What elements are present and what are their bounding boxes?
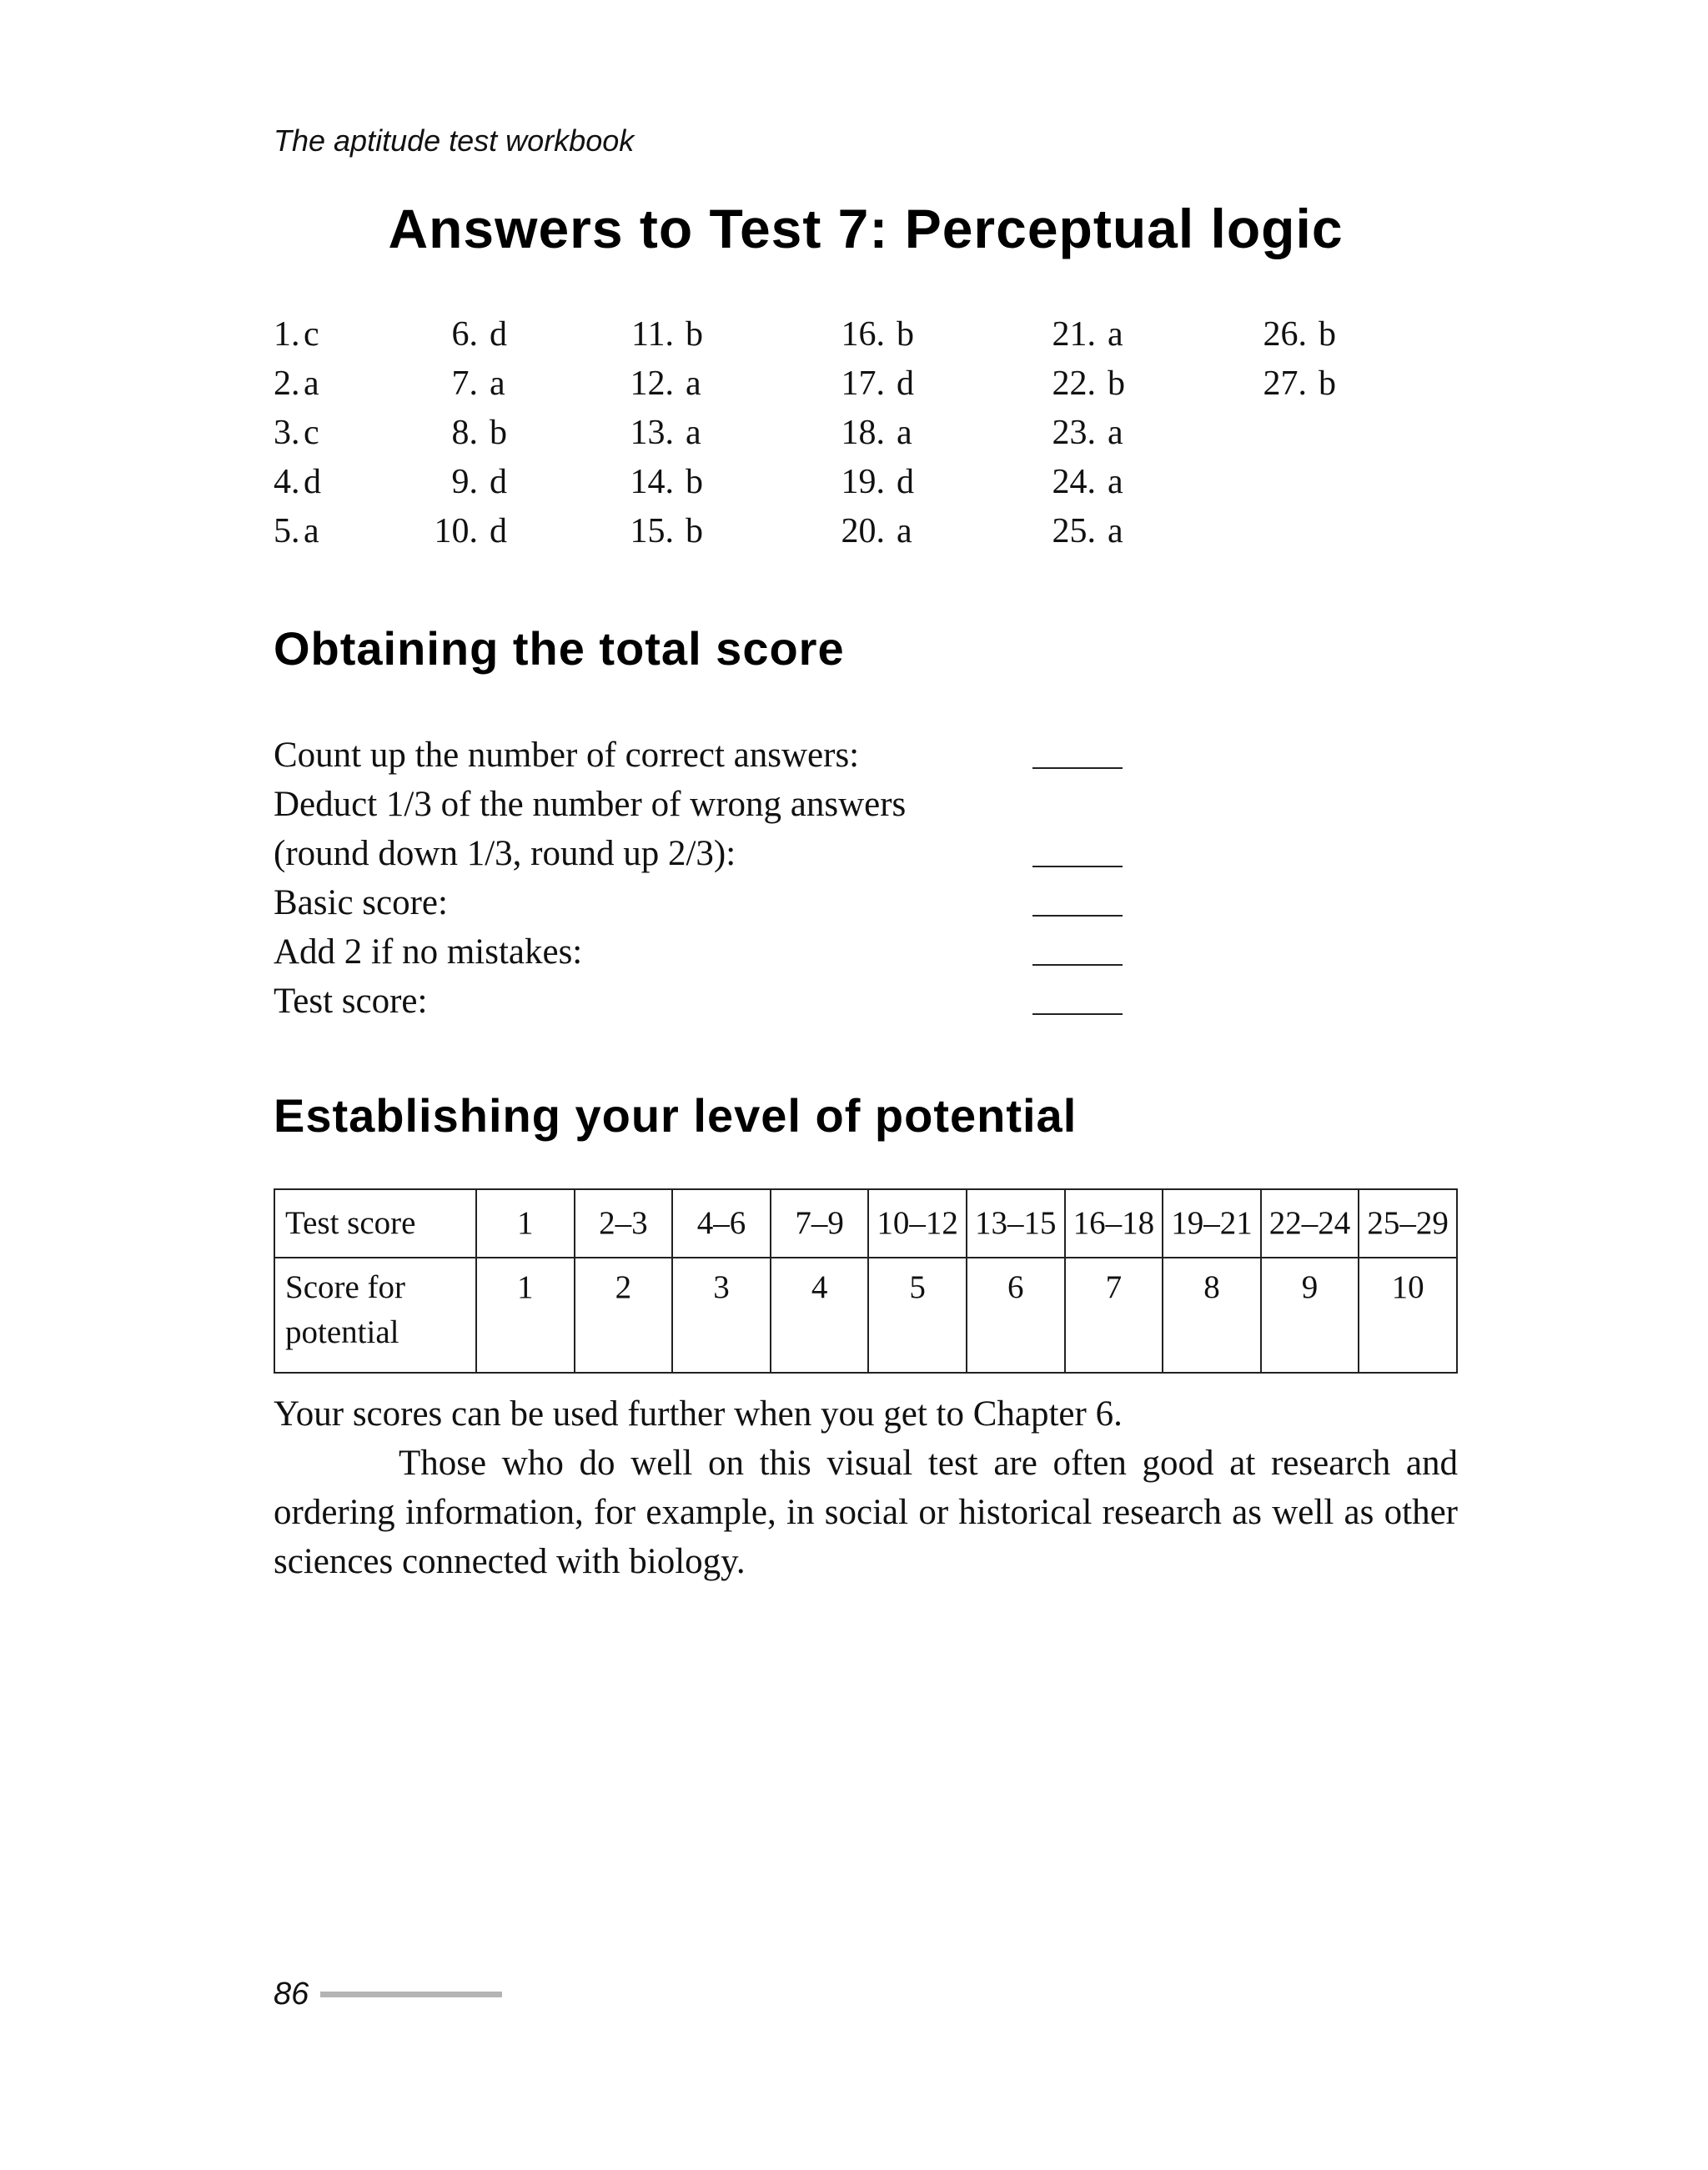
answer-blank[interactable] — [1032, 915, 1123, 917]
answer-letter: d — [897, 463, 914, 501]
answer-blank[interactable] — [1032, 767, 1123, 769]
answer-number: 3. — [274, 414, 300, 452]
answer-item — [274, 310, 321, 359]
answer-letter: d — [304, 463, 321, 501]
score-line — [274, 878, 1191, 927]
answer-letter: a — [897, 414, 912, 452]
score-line-label: Count up the number of correct answers: — [274, 736, 860, 775]
score-line — [274, 829, 1191, 878]
answer-number: 22. — [1052, 364, 1096, 403]
answer-letter: b — [686, 315, 703, 354]
page-title: Answers to Test 7: Perceptual logic — [388, 198, 1344, 259]
score-line — [274, 731, 1191, 780]
score-line-label: (round down 1/3, round up 2/3): — [274, 834, 736, 873]
answer-number: 10. — [434, 512, 478, 550]
answer-letter: a — [897, 512, 912, 550]
answer-item — [274, 409, 321, 458]
answer-blank[interactable] — [1032, 1013, 1123, 1015]
potential-score-cell: 7 — [1065, 1258, 1163, 1373]
answer-item — [615, 507, 703, 556]
answer-item — [826, 310, 914, 359]
answer-item — [615, 310, 703, 359]
answer-letter: a — [1108, 512, 1123, 550]
test-score-cell: 2–3 — [575, 1189, 673, 1258]
answer-column — [1037, 310, 1125, 556]
potential-score-cell: 3 — [672, 1258, 771, 1373]
answer-letter: c — [304, 315, 319, 354]
answer-number: 18. — [841, 414, 885, 452]
answer-letter: a — [490, 364, 505, 403]
answer-number: 23. — [1052, 414, 1096, 452]
answer-column — [1248, 310, 1336, 409]
table-row-test-score — [274, 1189, 1457, 1258]
answer-item — [274, 458, 321, 507]
test-score-cell: 13–15 — [967, 1189, 1065, 1258]
answer-number: 6. — [451, 315, 478, 354]
test-score-cell: 25–29 — [1359, 1189, 1457, 1258]
score-line — [274, 977, 1191, 1026]
answer-number: 26. — [1263, 315, 1307, 354]
answer-letter: d — [490, 512, 507, 550]
paragraph-chapter-note: Your scores can be used further when you get to Chapter 6. — [274, 1394, 1123, 1434]
answer-item — [1037, 409, 1125, 458]
test-score-cell: 22–24 — [1261, 1189, 1359, 1258]
answer-letter: a — [304, 512, 319, 550]
answer-item — [274, 507, 321, 556]
answer-number: 2. — [274, 364, 300, 403]
footer-rule — [320, 1992, 502, 1997]
answer-column — [615, 310, 703, 556]
score-line-label: Test score: — [274, 982, 428, 1021]
potential-score-cell: 4 — [771, 1258, 869, 1373]
answer-item — [419, 310, 507, 359]
answer-letter: a — [1108, 414, 1123, 452]
section-heading-potential: Establishing your level of potential — [274, 1089, 1078, 1142]
answer-item — [826, 359, 914, 409]
answer-item — [1248, 310, 1336, 359]
answer-column — [274, 310, 321, 556]
score-worksheet — [274, 731, 1191, 1026]
answer-item — [1037, 310, 1125, 359]
answer-item — [274, 359, 321, 409]
answer-number: 8. — [451, 414, 478, 452]
answer-key — [274, 310, 1458, 560]
row-label-test-score: Test score — [274, 1189, 476, 1258]
test-score-cell: 16–18 — [1065, 1189, 1163, 1258]
answer-number: 19. — [841, 463, 885, 501]
potential-score-cell: 6 — [967, 1258, 1065, 1373]
page-number: 86 — [274, 1976, 309, 2012]
answer-letter: a — [304, 364, 319, 403]
test-score-cell: 1 — [476, 1189, 575, 1258]
answer-letter: b — [686, 463, 703, 501]
answer-letter: a — [686, 414, 701, 452]
answer-number: 4. — [274, 463, 300, 501]
answer-number: 16. — [841, 315, 885, 354]
potential-table — [274, 1188, 1458, 1374]
answer-letter: b — [686, 512, 703, 550]
potential-score-cell: 1 — [476, 1258, 575, 1373]
answer-blank[interactable] — [1032, 866, 1123, 867]
answer-item — [615, 409, 703, 458]
answer-letter: b — [490, 414, 507, 452]
answer-item — [1037, 359, 1125, 409]
answer-number: 21. — [1052, 315, 1096, 354]
answer-item — [826, 507, 914, 556]
answer-letter: b — [1319, 315, 1336, 354]
answer-number: 17. — [841, 364, 885, 403]
answer-number: 25. — [1052, 512, 1096, 550]
answer-letter: a — [686, 364, 701, 403]
row-label-score-for-potential: Score for potential — [274, 1258, 476, 1373]
answer-item — [826, 409, 914, 458]
page-footer — [274, 1973, 502, 2015]
answer-number: 7. — [451, 364, 478, 403]
answer-number: 24. — [1052, 463, 1096, 501]
answer-item — [419, 409, 507, 458]
answer-letter: d — [897, 364, 914, 403]
answer-item — [615, 359, 703, 409]
answer-letter: b — [897, 315, 914, 354]
answer-number: 5. — [274, 512, 300, 550]
answer-number: 12. — [630, 364, 674, 403]
answer-letter: b — [1319, 364, 1336, 403]
answer-letter: a — [1108, 315, 1123, 354]
answer-number: 20. — [841, 512, 885, 550]
answer-letter: a — [1108, 463, 1123, 501]
score-line — [274, 927, 1191, 977]
answer-letter: d — [490, 315, 507, 354]
answer-blank[interactable] — [1032, 964, 1123, 966]
potential-score-cell: 8 — [1163, 1258, 1261, 1373]
answer-item — [1037, 458, 1125, 507]
test-score-cell: 7–9 — [771, 1189, 869, 1258]
potential-score-cell: 10 — [1359, 1258, 1457, 1373]
answer-item — [1037, 507, 1125, 556]
test-score-cell: 10–12 — [868, 1189, 967, 1258]
answer-column — [826, 310, 914, 556]
table-row-score-for-potential — [274, 1258, 1457, 1373]
answer-letter: c — [304, 414, 319, 452]
potential-score-cell: 5 — [868, 1258, 967, 1373]
potential-score-cell: 2 — [575, 1258, 673, 1373]
answer-item — [419, 359, 507, 409]
test-score-cell: 4–6 — [672, 1189, 771, 1258]
answer-number: 11. — [631, 315, 674, 354]
answer-item — [615, 458, 703, 507]
score-line — [274, 780, 1191, 829]
section-heading-total-score: Obtaining the total score — [274, 622, 845, 675]
potential-score-cell: 9 — [1261, 1258, 1359, 1373]
answer-number: 27. — [1263, 364, 1307, 403]
answer-number: 13. — [630, 414, 674, 452]
answer-item — [826, 458, 914, 507]
answer-number: 15. — [630, 512, 674, 550]
answer-item — [1248, 359, 1336, 409]
answer-column — [419, 310, 507, 556]
answer-item — [419, 458, 507, 507]
score-line-label: Basic score: — [274, 883, 448, 922]
test-score-cell: 19–21 — [1163, 1189, 1261, 1258]
score-line-label: Add 2 if no mistakes: — [274, 932, 583, 972]
paragraph-description: Those who do well on this visual test are often good at research and ordering information, for example, in social or historical research as well as other sciences connected with biology. — [274, 1444, 1458, 1581]
answer-letter: b — [1108, 364, 1125, 403]
score-line-label: Deduct 1/3 of the number of wrong answers — [274, 785, 907, 824]
running-header: The aptitude test workbook — [274, 123, 635, 158]
answer-number: 14. — [630, 463, 674, 501]
answer-item — [419, 507, 507, 556]
answer-letter: d — [490, 463, 507, 501]
answer-number: 9. — [451, 463, 478, 501]
answer-number: 1. — [274, 315, 300, 354]
